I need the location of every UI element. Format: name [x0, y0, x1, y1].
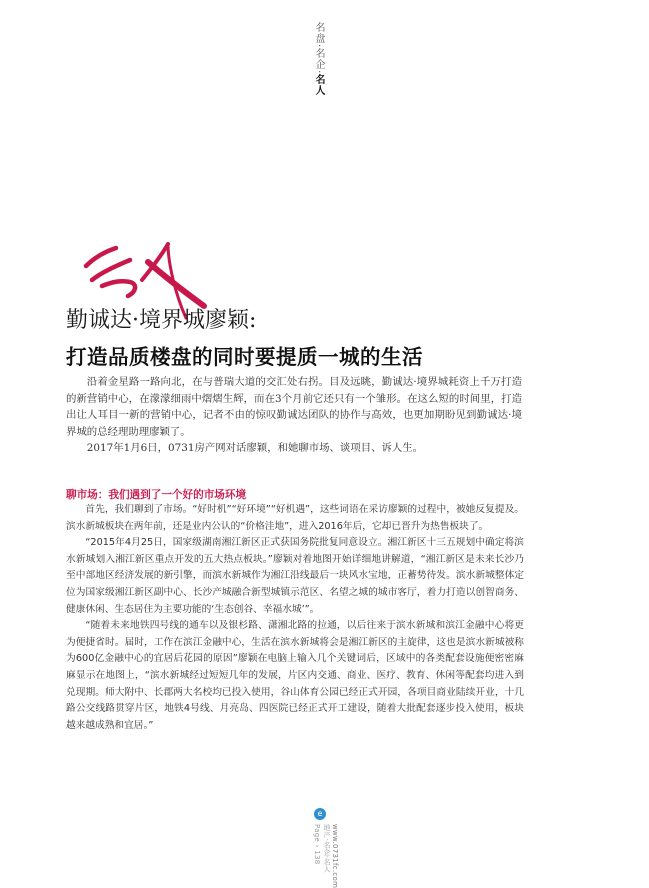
body-paragraph: 首先，我们聊到了市场。“好时机”“好环境”“好机遇”，这些词语在采访廖颖的过程中，被她反复提及。滨水新城板块在两年前，还是业内公认的“价格洼地”，进入2016年后，它却已晋升为热售板块了。 [66, 504, 524, 532]
section-nav-label [311, 22, 326, 96]
page-number: Page › 138 [313, 824, 321, 865]
section-nav-vertical [309, 22, 329, 102]
article-title: 勤诚达·境界城廖颖: [66, 308, 257, 333]
page-marker-glyph: e [317, 809, 323, 818]
nav-text-current: 名人 [313, 74, 324, 97]
article-subtitle: 打造品质楼盘的同时要提质一城的生活 [66, 345, 423, 369]
footer-url: www.0731fc.com [331, 824, 339, 888]
article-body [66, 502, 524, 734]
page-marker-icon [314, 808, 326, 820]
lead-paragraph: 2017年1月6日，0731房产网对话廖颖，和她聊市场、谈项目、诉人生。 [86, 442, 424, 455]
section-heading: 聊市场：我们遇到了一个好的市场环境 [66, 489, 247, 501]
nav-text-prefix: 名盘·名企· [313, 22, 324, 75]
lead-paragraph: 沿着金星路一路向北，在与普瑞大道的交汇处右拐。目及远眺，勤诚达·境界城耗资上千万打造的新营销中心，在濛濛细雨中熠熠生辉，而在3个月前它还只有一个雏形。在这么短的时间里，打造出让人耳目一新的营销中心，记者不由的惊叹勤诚达团队的协作与高效，也更加期盼见到勤诚达·境界城的总经理助理廖颖了。 [66, 376, 522, 438]
footer-tagline: 地产·名企·名人 [323, 824, 331, 873]
body-paragraph: “2015年4月25日，国家级湖南湘江新区正式获国务院批复同意设立。湘江新区十三五规划中确定将滨水新城划入湘江新区重点开发的五大热点板块。”廖颖对着地图开始详细地讲解道，“湘江新区是未来长沙乃至中部地区经济发展的新引擎，而滨水新城作为湘江沿线最后一块风水宝地，正蓄势待发。滨水新城整体定位为国家级湘江新区副中心、长沙产城融合新型城镇示范区、名望之城的城市客厅，着力打造以创智商务、健康休闲、生态居住为主要功能的‘生态创谷、幸福水城’”。 [66, 537, 524, 615]
article-lead [66, 374, 522, 457]
body-paragraph: “随着未来地铁四号线的通车以及银杉路、潇湘北路的拉通，以后往来于滨水新城和滨江金融中心将更为便捷省时。届时，工作在滨江金融中心，生活在滨水新城将会是湘江新区的主旋律，这也是滨水新城被称为600亿金融中心的宜居后花园的原因”廖颖在电脑上输入几个关键词后，区域中的各类配套设施便密密麻麻显示在地图上，“滨水新城经过短短几年的发展，片区内交通、商业、医疗、教育、休闲等配套均进入到兑现期。师大附中、长郡两大名校均已投入使用，谷山体育公园已经正式开园，各项目商业陆续开业，十几路公交线路贯穿片区，地铁4号线、月亮岛、四医院已经正式开工建设，随着大批配套逐步投入使用，板块越来越成熟和宜居。” [66, 620, 524, 731]
page-footer [312, 806, 342, 888]
